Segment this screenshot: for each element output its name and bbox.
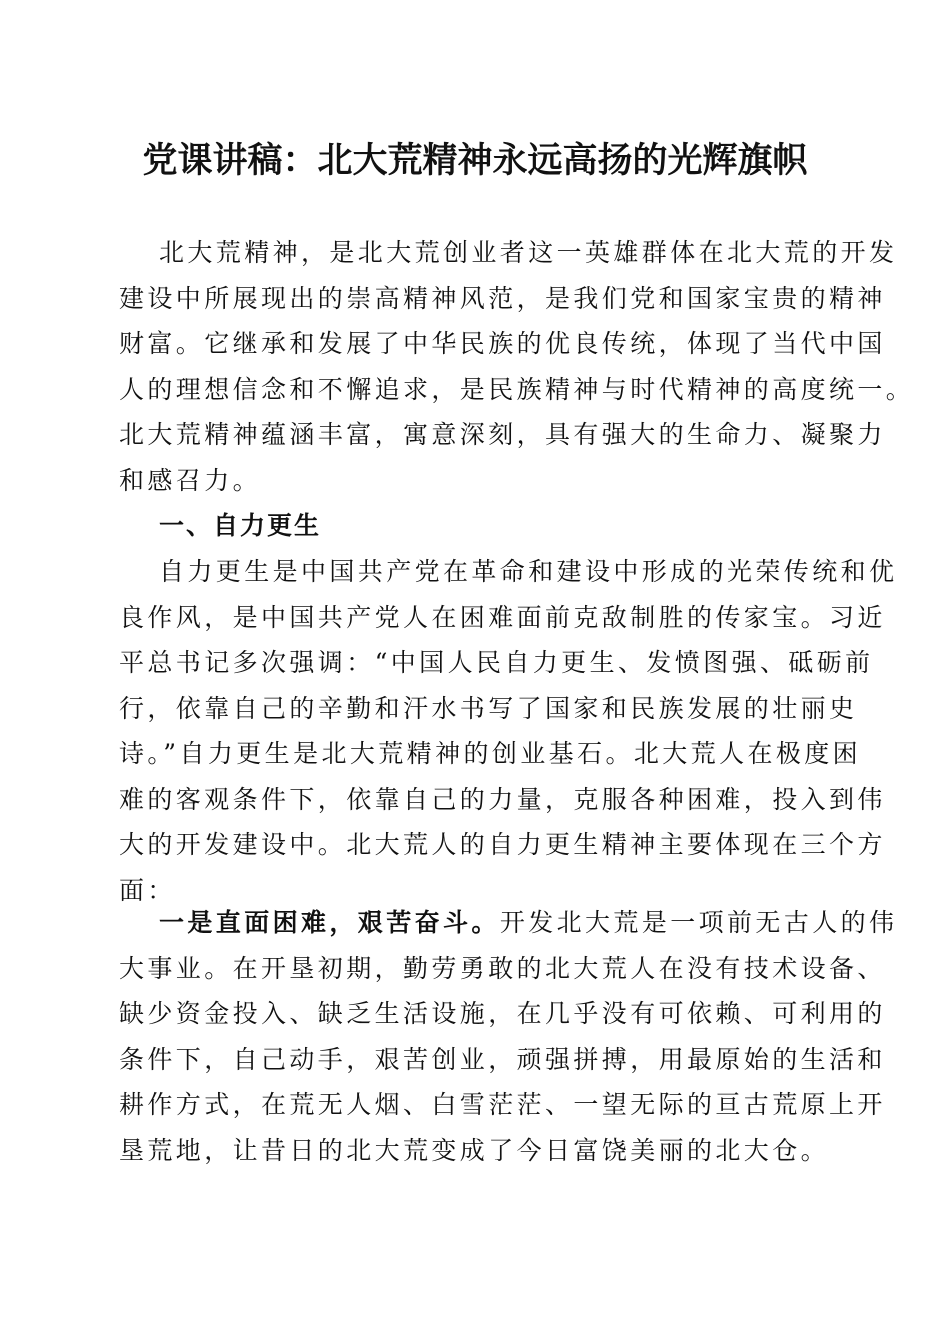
text-line: 平总书记多次强调：“中国人民自力更生、发愤图强、砥砺前 [119, 648, 874, 677]
text-line: 诗。”自力更生是北大荒精神的创业基石。北大荒人在极度困 [119, 739, 862, 768]
text-line: 垦荒地，让昔日的北大荒变成了今日富饶美丽的北大仓。 [119, 1135, 830, 1165]
text-line: 财富。它继承和发展了中华民族的优良传统，体现了当代中国 [119, 329, 886, 358]
point-lead-rest: 开发北大荒是一项前无古人的伟 [499, 908, 898, 937]
text-line: 良作风，是中国共产党人在困难面前克敌制胜的传家宝。习近 [119, 602, 886, 632]
text-line [119, 900, 898, 946]
text-line: 建设中所展现出的崇高精神风范，是我们党和国家宝贵的精神 [119, 283, 886, 313]
intro-paragraph [119, 230, 915, 503]
text-line: 难的客观条件下，依靠自己的力量，克服各种困难，投入到伟 [119, 784, 886, 814]
point-lead: 一是直面困难，艰苦奋斗。 [159, 908, 500, 937]
text-line: 自力更生是中国共产党在革命和建设中形成的光荣传统和优 [159, 557, 898, 586]
text-line: 大事业。在开垦初期，勤劳勇敢的北大荒人在没有技术设备、 [119, 953, 886, 983]
text-line: 条件下，自己动手，艰苦创业，顽强拼搏，用最原始的生活和 [119, 1044, 886, 1074]
text-line: 北大荒精神，是北大荒创业者这一英雄群体在北大荒的开发 [159, 238, 898, 267]
text-line: 行，依靠自己的辛勤和汗水书写了国家和民族发展的壮丽史 [119, 693, 858, 723]
text-line: 人的理想信念和不懈追求，是民族精神与时代精神的高度统一。 [119, 374, 915, 404]
text-line: 面： [119, 875, 176, 905]
text-line: 北大荒精神蕴涵丰富，寓意深刻，具有强大的生命力、凝聚力 [119, 420, 886, 449]
text-line: 大的开发建设中。北大荒人的自力更生精神主要体现在三个方 [119, 830, 886, 859]
text-line: 耕作方式，在荒无人烟、白雪茫茫、一望无际的亘古荒原上开 [119, 1090, 886, 1119]
text-line: 缺少资金投入、缺乏生活设施，在几乎没有可依赖、可利用的 [119, 999, 886, 1028]
section-heading: 一、自力更生 [159, 511, 322, 540]
point1-paragraph [119, 900, 898, 1173]
section1-paragraph [119, 549, 898, 913]
document-title: 党课讲稿：北大荒精神永远高扬的光辉旗帜 [142, 141, 808, 181]
text-line: 和感召力。 [119, 465, 262, 495]
section-heading-wrapper [119, 503, 831, 549]
